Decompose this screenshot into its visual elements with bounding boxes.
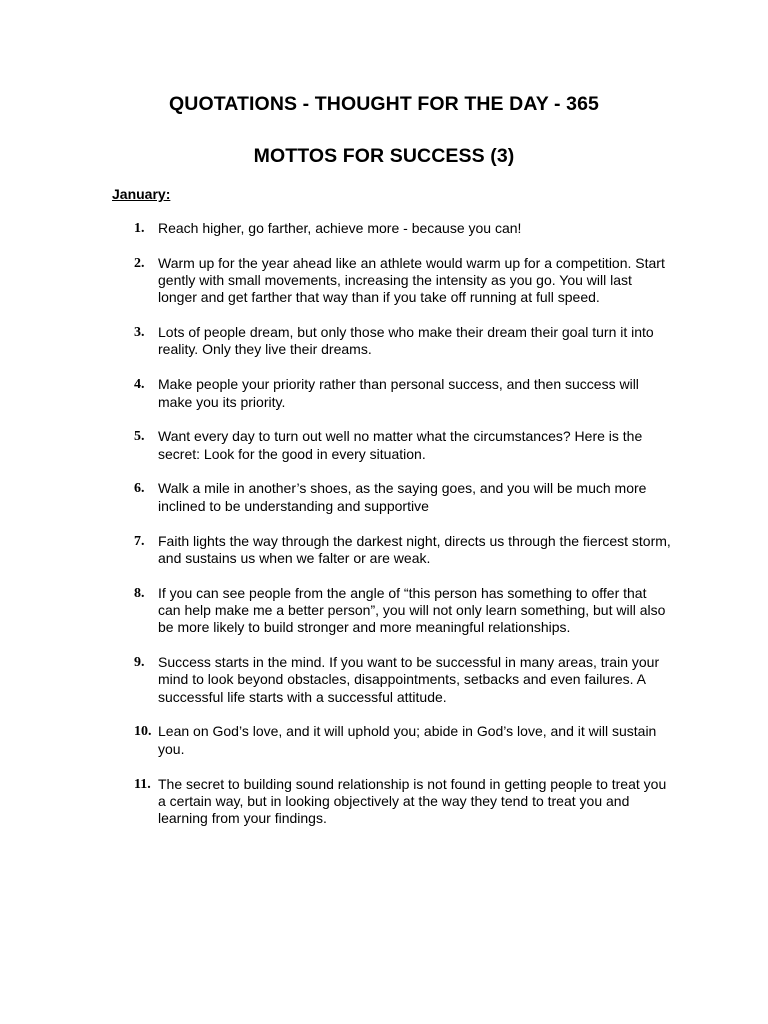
item-text: Warm up for the year ahead like an athlete would warm up for a competition. Start gently with small movements, increasing the intensity as you go. You will last longer and get farther that way than if you take off running at full speed. [158, 254, 665, 306]
item-text: Lean on God’s love, and it will uphold you; abide in God’s love, and it will sustain you. [158, 723, 657, 757]
document-subtitle: MOTTOS FOR SUCCESS (3) [253, 145, 515, 167]
item-number: 11. [134, 776, 151, 792]
list-item [112, 723, 672, 758]
item-number: 5. [134, 429, 145, 445]
list-item [112, 220, 672, 237]
list-item [112, 255, 672, 307]
list-item [112, 480, 672, 515]
section-heading-january: January: [112, 186, 171, 202]
item-text: Want every day to turn out well no matter what the circumstances? Here is the secret: Look for the good in every situation. [158, 428, 643, 462]
item-text: Faith lights the way through the darkest night, directs us through the fiercest storm, and sustains us when we falter or are weak. [158, 532, 671, 566]
item-number: 7. [134, 533, 145, 549]
item-text: Walk a mile in another’s shoes, as the saying goes, and you will be much more inclined to be understanding and supportive [158, 480, 647, 514]
list-item [112, 376, 672, 411]
item-text: Success starts in the mind. If you want to be successful in many areas, train your mind to look beyond obstacles, disappointments, setbacks and even failures. A successful life starts with a successful attitude. [158, 654, 660, 705]
item-text: Lots of people dream, but only those who make their dream their goal turn it into reality. Only they live their dreams. [158, 324, 654, 358]
list-item [112, 585, 672, 637]
item-number: 8. [134, 585, 145, 601]
item-number: 6. [134, 481, 145, 497]
item-text: The secret to building sound relationship is not found in getting people to treat you a certain way, but in looking objectively at the way they tend to treat you and learning from your findings. [158, 775, 667, 827]
item-number: 10. [134, 724, 152, 740]
list-item [112, 428, 672, 463]
item-number: 1. [134, 221, 145, 236]
item-text: Make people your priority rather than personal success, and then success will make you its priority. [158, 376, 639, 410]
item-number: 2. [134, 255, 145, 271]
list-item [112, 776, 672, 828]
list-item [112, 324, 672, 359]
item-text: Reach higher, go farther, achieve more - because you can! [158, 220, 522, 236]
item-number: 4. [134, 377, 145, 393]
document-title: QUOTATIONS - THOUGHT FOR THE DAY - 365 [169, 93, 599, 115]
list-item [112, 533, 672, 568]
list-item [112, 654, 672, 706]
item-number: 3. [134, 325, 145, 341]
item-text: If you can see people from the angle of “this person has something to offer that can help make me a better person”, you will not only learn something, but will also be more likely to build stronger and more meaningful relationships. [158, 584, 666, 636]
motto-list [112, 220, 672, 845]
item-number: 9. [134, 655, 145, 671]
